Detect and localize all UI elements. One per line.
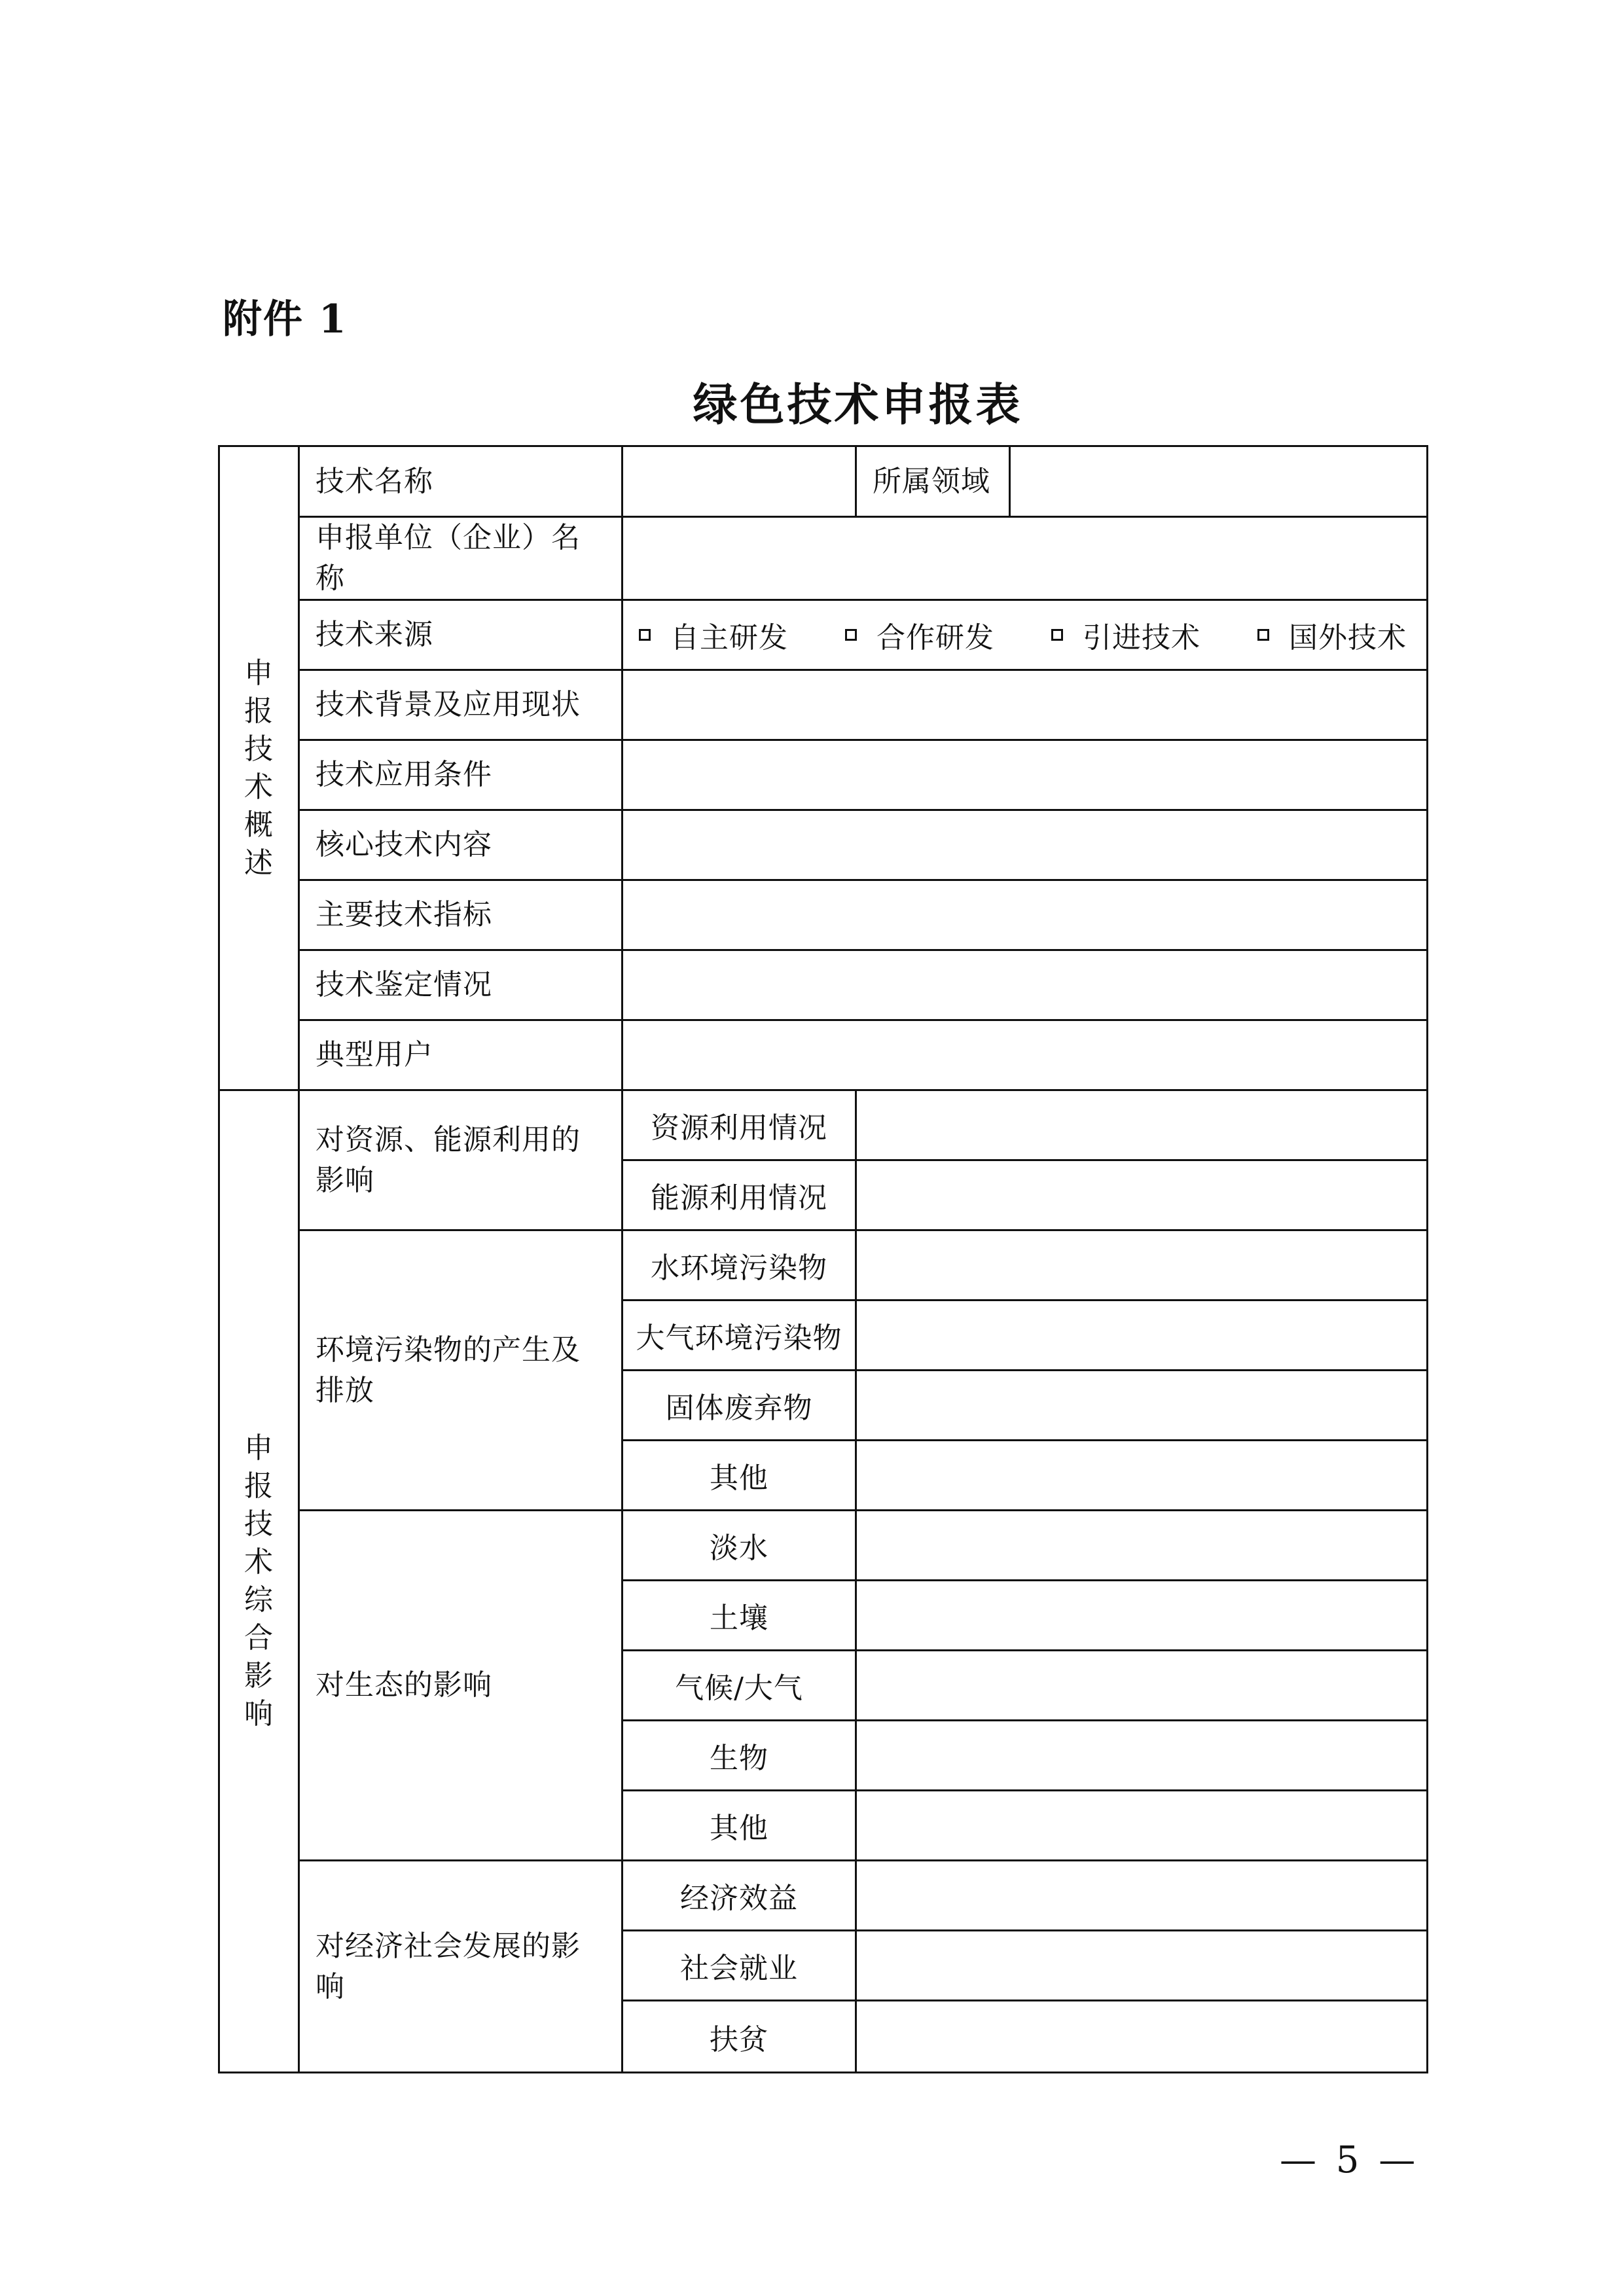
row-input[interactable] bbox=[623, 950, 1428, 1020]
impact-item-label: 土壤 bbox=[623, 1581, 856, 1651]
source-option-introduced[interactable]: 引进技术 bbox=[1051, 614, 1200, 656]
impact-group-label: 对经济社会发展的影响 bbox=[299, 1861, 623, 2073]
field-label: 所属领域 bbox=[856, 446, 1010, 517]
impact-item-label: 固体废弃物 bbox=[623, 1371, 856, 1441]
tech-source-options bbox=[623, 600, 1428, 670]
impact-item-input[interactable] bbox=[856, 1230, 1428, 1300]
attachment-label: 附件 1 bbox=[223, 296, 348, 342]
impact-item-input[interactable] bbox=[856, 1791, 1428, 1861]
row-label: 技术应用条件 bbox=[299, 740, 623, 810]
impact-item-label: 生物 bbox=[623, 1721, 856, 1791]
row-input[interactable] bbox=[623, 670, 1428, 740]
section-label-impact: 申 报 技 术 综 合 影 响 bbox=[219, 1090, 299, 2073]
impact-item-label: 其他 bbox=[623, 1791, 856, 1861]
row-label: 技术鉴定情况 bbox=[299, 950, 623, 1020]
source-option-self-developed[interactable]: 自主研发 bbox=[639, 614, 788, 656]
row-input[interactable] bbox=[623, 1020, 1428, 1090]
impact-item-input[interactable] bbox=[856, 1300, 1428, 1371]
tech-name-label: 技术名称 bbox=[299, 446, 623, 517]
impact-item-label: 大气环境污染物 bbox=[623, 1300, 856, 1371]
impact-item-input[interactable] bbox=[856, 1721, 1428, 1791]
row-label: 核心技术内容 bbox=[299, 810, 623, 880]
checkbox-icon[interactable] bbox=[1257, 629, 1269, 641]
impact-item-label: 扶贫 bbox=[623, 2001, 856, 2073]
tech-source-label: 技术来源 bbox=[299, 600, 623, 670]
tech-name-input[interactable] bbox=[623, 446, 856, 517]
source-option-cooperative[interactable]: 合作研发 bbox=[845, 614, 994, 656]
impact-item-input[interactable] bbox=[856, 1931, 1428, 2001]
row-input[interactable] bbox=[623, 810, 1428, 880]
impact-item-input[interactable] bbox=[856, 1160, 1428, 1230]
impact-group-label: 对生态的影响 bbox=[299, 1511, 623, 1861]
row-label: 主要技术指标 bbox=[299, 880, 623, 950]
source-option-foreign[interactable]: 国外技术 bbox=[1257, 614, 1407, 656]
impact-item-label: 淡水 bbox=[623, 1511, 856, 1581]
applicant-input[interactable] bbox=[623, 517, 1428, 600]
impact-item-label: 气候/大气 bbox=[623, 1651, 856, 1721]
row-input[interactable] bbox=[623, 740, 1428, 810]
impact-item-input[interactable] bbox=[856, 2001, 1428, 2073]
field-input[interactable] bbox=[1010, 446, 1428, 517]
impact-item-input[interactable] bbox=[856, 1441, 1428, 1511]
impact-item-input[interactable] bbox=[856, 1581, 1428, 1651]
page-title: 绿色技术申报表 bbox=[693, 379, 1023, 431]
impact-item-input[interactable] bbox=[856, 1511, 1428, 1581]
impact-item-label: 水环境污染物 bbox=[623, 1230, 856, 1300]
page-number: — 5 — bbox=[1280, 2139, 1420, 2181]
impact-item-label: 经济效益 bbox=[623, 1861, 856, 1931]
impact-group-label: 对资源、能源利用的影响 bbox=[299, 1090, 623, 1230]
checkbox-icon[interactable] bbox=[845, 629, 857, 641]
impact-item-label: 能源利用情况 bbox=[623, 1160, 856, 1230]
row-input[interactable] bbox=[623, 880, 1428, 950]
checkbox-icon[interactable] bbox=[639, 629, 651, 641]
impact-item-input[interactable] bbox=[856, 1371, 1428, 1441]
row-label: 技术背景及应用现状 bbox=[299, 670, 623, 740]
checkbox-icon[interactable] bbox=[1051, 629, 1063, 641]
application-form-table bbox=[218, 445, 1428, 2073]
applicant-label: 申报单位（企业）名称 bbox=[299, 517, 623, 600]
impact-item-label: 其他 bbox=[623, 1441, 856, 1511]
row-label: 典型用户 bbox=[299, 1020, 623, 1090]
impact-item-label: 社会就业 bbox=[623, 1931, 856, 2001]
impact-item-input[interactable] bbox=[856, 1651, 1428, 1721]
impact-item-input[interactable] bbox=[856, 1090, 1428, 1160]
section-label-overview: 申 报 技 术 概 述 bbox=[219, 446, 299, 1090]
impact-group-label: 环境污染物的产生及排放 bbox=[299, 1230, 623, 1511]
impact-item-input[interactable] bbox=[856, 1861, 1428, 1931]
impact-item-label: 资源利用情况 bbox=[623, 1090, 856, 1160]
